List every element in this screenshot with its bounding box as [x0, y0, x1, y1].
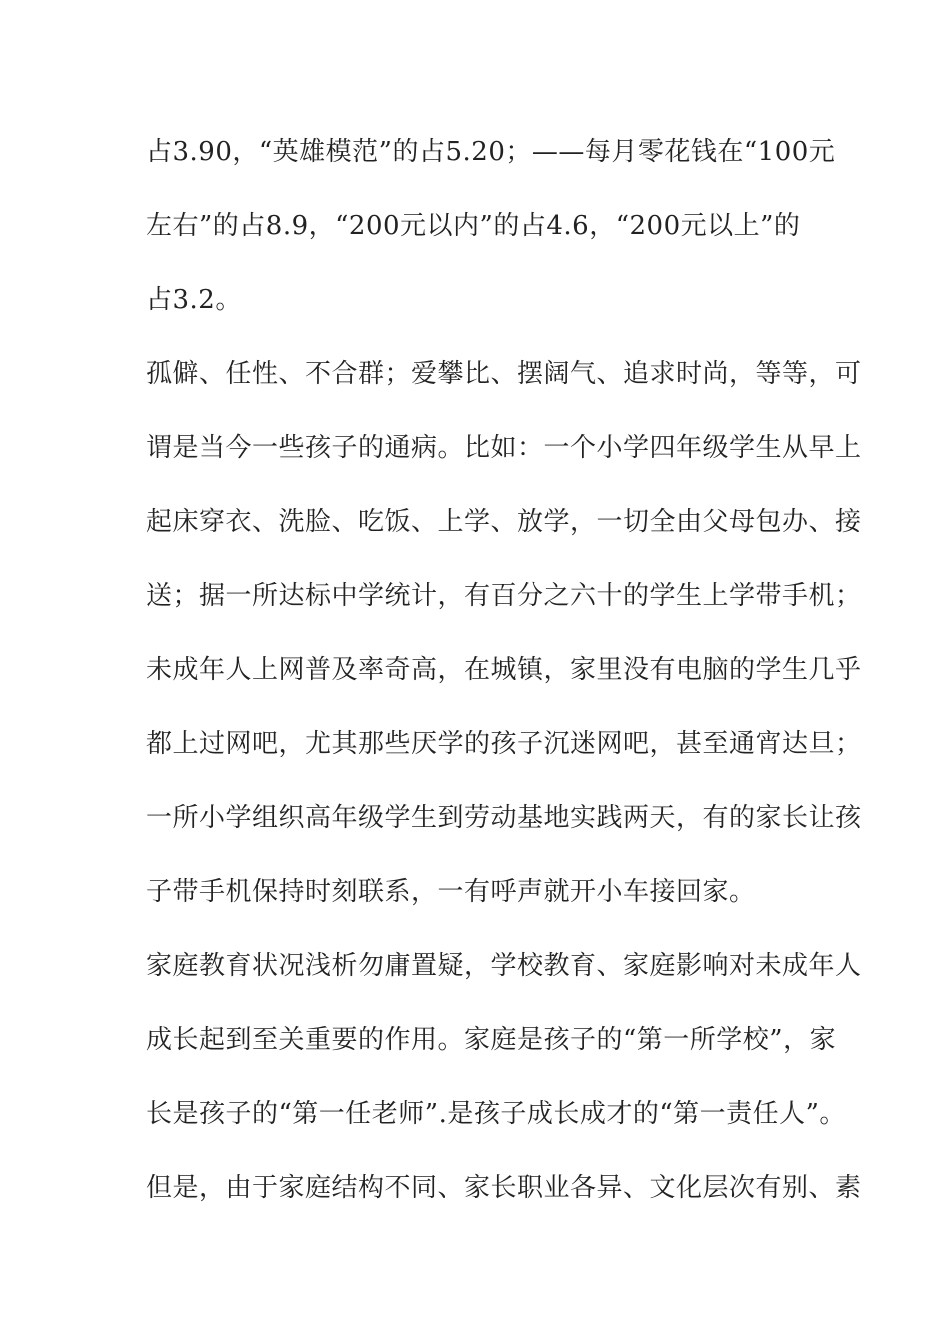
- text-line: 未成年人上网普及率奇高，在城镇，家里没有电脑的学生几乎: [146, 655, 862, 685]
- text-line: 左右”的占8.9，“200元以内”的占4.6，“200元以上”的: [146, 211, 801, 241]
- paragraph-3: [146, 944, 862, 1240]
- text-line: 但是，由于家庭结构不同、家长职业各异、文化层次有别、素: [146, 1173, 862, 1203]
- text-line: 占3.90，“英雄模范”的占5.20；——每月零花钱在“100元: [146, 137, 836, 167]
- text-line: 都上过网吧，尤其那些厌学的孩子沉迷网吧，甚至通宵达旦；: [146, 729, 862, 759]
- text-line: 孤僻、任性、不合群；爱攀比、摆阔气、追求时尚，等等，可: [146, 359, 862, 389]
- body-text: [146, 130, 862, 1240]
- text-line: 一所小学组织高年级学生到劳动基地实践两天，有的家长让孩: [146, 803, 862, 833]
- text-line: 送；据一所达标中学统计，有百分之六十的学生上学带手机；: [146, 581, 862, 611]
- paragraph-2: [146, 352, 862, 944]
- text-line: 起床穿衣、洗脸、吃饭、上学、放学，一切全由父母包办、接: [146, 507, 862, 537]
- paragraph-1: [146, 130, 836, 352]
- text-line: 谓是当今一些孩子的通病。比如：一个小学四年级学生从早上: [146, 433, 862, 463]
- text-line: 成长起到至关重要的作用。家庭是孩子的“第一所学校”，家: [146, 1025, 837, 1055]
- text-line: 长是孩子的“第一任老师”.是孩子成长成才的“第一责任人”。: [146, 1099, 846, 1129]
- text-line: 占3.2。: [146, 285, 242, 315]
- text-line: 家庭教育状况浅析勿庸置疑，学校教育、家庭影响对未成年人: [146, 951, 862, 981]
- text-line: 子带手机保持时刻联系，一有呼声就开小车接回家。: [146, 877, 756, 907]
